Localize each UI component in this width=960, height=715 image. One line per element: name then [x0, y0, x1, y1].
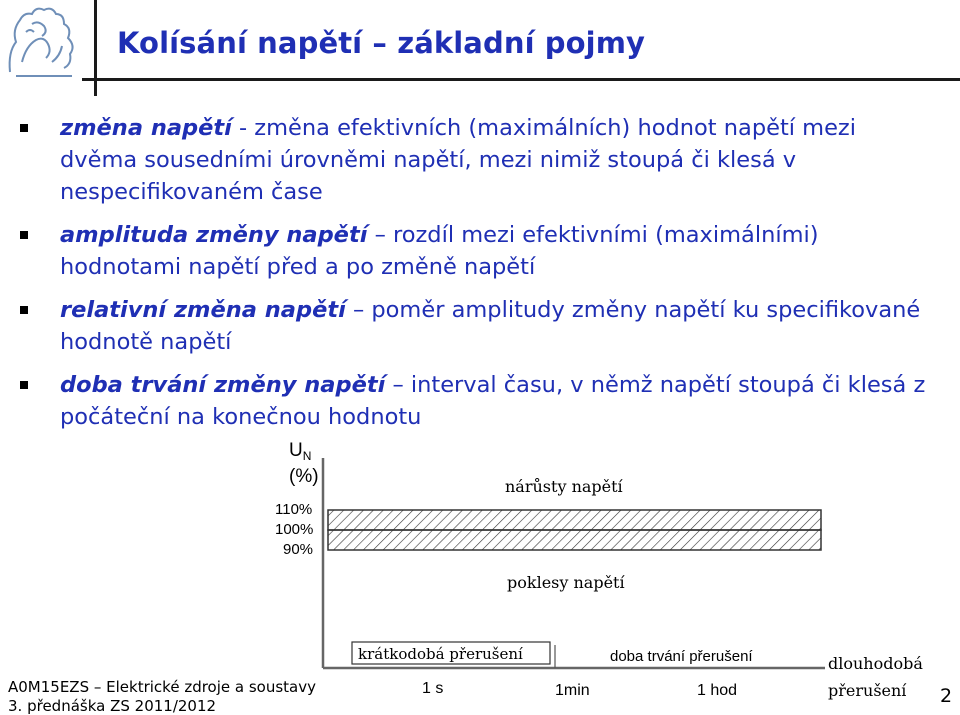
voltage-variation-diagram — [265, 430, 955, 713]
bullet-item — [20, 294, 940, 358]
slide-title: Kolísání napětí – základní pojmy — [117, 26, 646, 60]
level-label-110: 110% — [275, 501, 313, 518]
bullet-square-icon — [20, 306, 28, 314]
bullet-item — [20, 112, 940, 208]
footer-course: A0M15EZS – Elektrické zdroje a soustavy — [8, 678, 316, 696]
bullet-text: – interval času, v němž napětí stoupá či klesá z počáteční na konečnou hodnotu — [60, 372, 926, 430]
bullet-list — [20, 112, 940, 444]
header-vertical-rule — [94, 0, 97, 96]
upper-tolerance-band — [328, 510, 821, 530]
level-label-100: 100% — [275, 521, 314, 538]
bullet-item — [20, 369, 940, 433]
increase-label: nárůsty napětí — [505, 477, 623, 496]
decrease-label: poklesy napětí — [507, 573, 625, 592]
tick-label: 1 hod — [697, 682, 738, 699]
bullet-square-icon — [20, 381, 28, 389]
page-number: 2 — [940, 685, 953, 707]
y-axis-symbol: $U_N$ — [289, 440, 312, 463]
university-lion-logo — [2, 2, 82, 80]
y-axis-unit: (%) — [289, 466, 319, 487]
tick-label: 1min — [555, 682, 590, 699]
long-interruption-line2: přerušení — [828, 681, 907, 700]
header-horizontal-rule — [82, 78, 960, 81]
bullet-term: amplituda změny napětí — [60, 222, 368, 248]
bullet-square-icon — [20, 124, 28, 132]
bullet-item — [20, 219, 940, 283]
bullet-text: – rozdíl mezi efektivními (maximálními) hodnotami napětí před a po změně napětí — [60, 222, 819, 280]
bullet-term: změna napětí — [60, 115, 232, 141]
bullet-term: relativní změna napětí — [60, 297, 346, 323]
duration-label: doba trvání přerušení — [610, 648, 753, 665]
short-interruption-label: krátkodobá přerušení — [358, 645, 523, 663]
bullet-term: doba trvání změny napětí — [60, 372, 386, 398]
tick-label: 1 s — [422, 680, 444, 697]
bullet-text: - změna efektivních (maximálních) hodnot napětí mezi dvěma sousedními úrovněmi napětí, mezi nimiž stoupá či klesá v nespecifikovaném čase — [60, 115, 856, 205]
level-label-90: 90% — [283, 541, 314, 558]
footer-lecture: 3. přednáška ZS 2011/2012 — [8, 697, 217, 715]
long-interruption-line1: dlouhodobá — [828, 654, 923, 673]
bullet-text: – poměr amplitudy změny napětí ku specifikované hodnotě napětí — [60, 297, 921, 355]
lower-tolerance-band — [328, 530, 821, 550]
bullet-square-icon — [20, 231, 28, 239]
